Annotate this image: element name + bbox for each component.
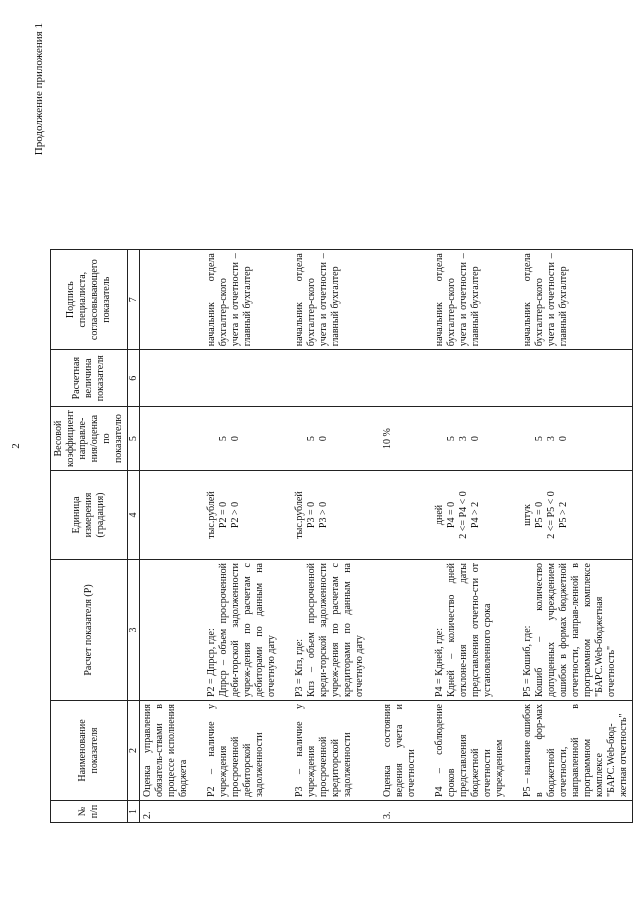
indicators-table <box>50 249 633 823</box>
unit-of-measure <box>368 471 420 560</box>
indicator-name: Р5 – наличие ошибок в фор-мах бюджетной отчетности, направленной в программном комплексе "БАРС.Web-бюд-жетная отчетность" <box>508 701 633 801</box>
indicator-calculation <box>140 560 193 701</box>
indicator-calculation <box>368 560 420 701</box>
header-value: Расчетная величина показателя <box>51 350 128 407</box>
header-name: Наименование показателя <box>51 701 128 801</box>
unit-of-measure: штук Р5 = 0 2 <= Р5 < 0 Р5 > 2 <box>508 471 633 560</box>
calculated-value <box>420 350 508 407</box>
indicator-calculation: Р3 = Кпз, где: Кпз – объем просроченной креди-торской задолженности учреж-дения по расчетам с кредиторами по данным на отчетную дату <box>280 560 368 701</box>
approver-signature <box>368 250 420 350</box>
indicator-calculation: Р5 = Кошиб, где: Кошиб – количество допущенных учреждением ошибок в формах бюджетной отчетности, направ-ленной в программном комплексе "БАРС.Web-бюджетная отчетность" <box>508 560 633 701</box>
weight-coefficient: 5 0 <box>192 407 280 471</box>
column-number: 5 <box>128 407 140 471</box>
table-row <box>192 250 280 823</box>
calculated-value <box>280 350 368 407</box>
column-number: 6 <box>128 350 140 407</box>
indicator-name: Р4 – соблюдение сроков представления бюджетной отчетности учреждением <box>420 701 508 801</box>
table-header-row <box>51 250 128 823</box>
page-number: 2 <box>10 443 22 449</box>
table-row <box>140 250 193 823</box>
header-signature: Подпись специалиста, согласовывающего показатель <box>51 250 128 350</box>
weight-coefficient <box>140 407 193 471</box>
weight-coefficient: 10 % <box>368 407 420 471</box>
column-number-row <box>128 250 140 823</box>
row-number <box>280 801 368 823</box>
calculated-value <box>368 350 420 407</box>
approver-signature: начальник отдела бухгалтер-ского учета и отчетности – главный бухгалтер <box>420 250 508 350</box>
unit-of-measure: тыс.рублей Р3 = 0 Р3 > 0 <box>280 471 368 560</box>
table-row <box>420 250 508 823</box>
table-row <box>280 250 368 823</box>
table-row <box>368 250 420 823</box>
approver-signature: начальник отдела бухгалтер-ского учета и отчетности – главный бухгалтер <box>192 250 280 350</box>
table-row <box>508 250 633 823</box>
unit-of-measure: тыс.рублей Р2 = 0 Р2 > 0 <box>192 471 280 560</box>
rotated-document-page <box>0 1 640 891</box>
row-number <box>192 801 280 823</box>
approver-signature: начальник отдела бухгалтер-ского учета и отчетности – главный бухгалтер <box>508 250 633 350</box>
calculated-value <box>508 350 633 407</box>
indicator-name: Оценка состояния ведения учета и отчетности <box>368 701 420 801</box>
indicator-calculation: Р2 = Дпрср, где: Дпрср – объем просроченной деби-торской задолженности учреж-дения по расчетам с дебиторами по данным на отчетную дату <box>192 560 280 701</box>
weight-coefficient: 5 3 0 <box>508 407 633 471</box>
indicator-name: Р2 – наличие у учреждения просроченной дебиторской задолженности <box>192 701 280 801</box>
weight-coefficient: 5 0 <box>280 407 368 471</box>
calculated-value <box>140 350 193 407</box>
unit-of-measure: дней Р4 = 0 2 <= Р4 < 0 Р4 > 2 <box>420 471 508 560</box>
row-number <box>420 801 508 823</box>
calculated-value <box>192 350 280 407</box>
continuation-label: Продолжение приложения 1 <box>33 23 45 156</box>
header-weight: Весовой коэффициент направле-ния/оценка по показателю <box>51 407 128 471</box>
row-number: 3. <box>368 801 420 823</box>
unit-of-measure <box>140 471 193 560</box>
column-number: 4 <box>128 471 140 560</box>
column-number: 3 <box>128 560 140 701</box>
row-number: 2. <box>140 801 193 823</box>
indicator-name: Р3 – наличие у учреждения просроченной кредиторской задолженности <box>280 701 368 801</box>
header-calculation: Расчет показателя (Р) <box>51 560 128 701</box>
approver-signature <box>140 250 193 350</box>
weight-coefficient: 5 3 0 <box>420 407 508 471</box>
approver-signature: начальник отдела бухгалтер-ского учета и отчетности – главный бухгалтер <box>280 250 368 350</box>
row-number <box>508 801 633 823</box>
indicator-calculation: Р4 = Кдней, где: Кдней – количество дней отклоне-ния даты представления отчетно-сти от установленного срока <box>420 560 508 701</box>
indicator-name: Оценка управления обязатель-ствами в процессе исполнения бюджета <box>140 701 193 801</box>
column-number: 7 <box>128 250 140 350</box>
header-number: № п/п <box>51 801 128 823</box>
column-number: 2 <box>128 701 140 801</box>
header-unit: Единица измерения (градация) <box>51 471 128 560</box>
column-number: 1 <box>128 801 140 823</box>
